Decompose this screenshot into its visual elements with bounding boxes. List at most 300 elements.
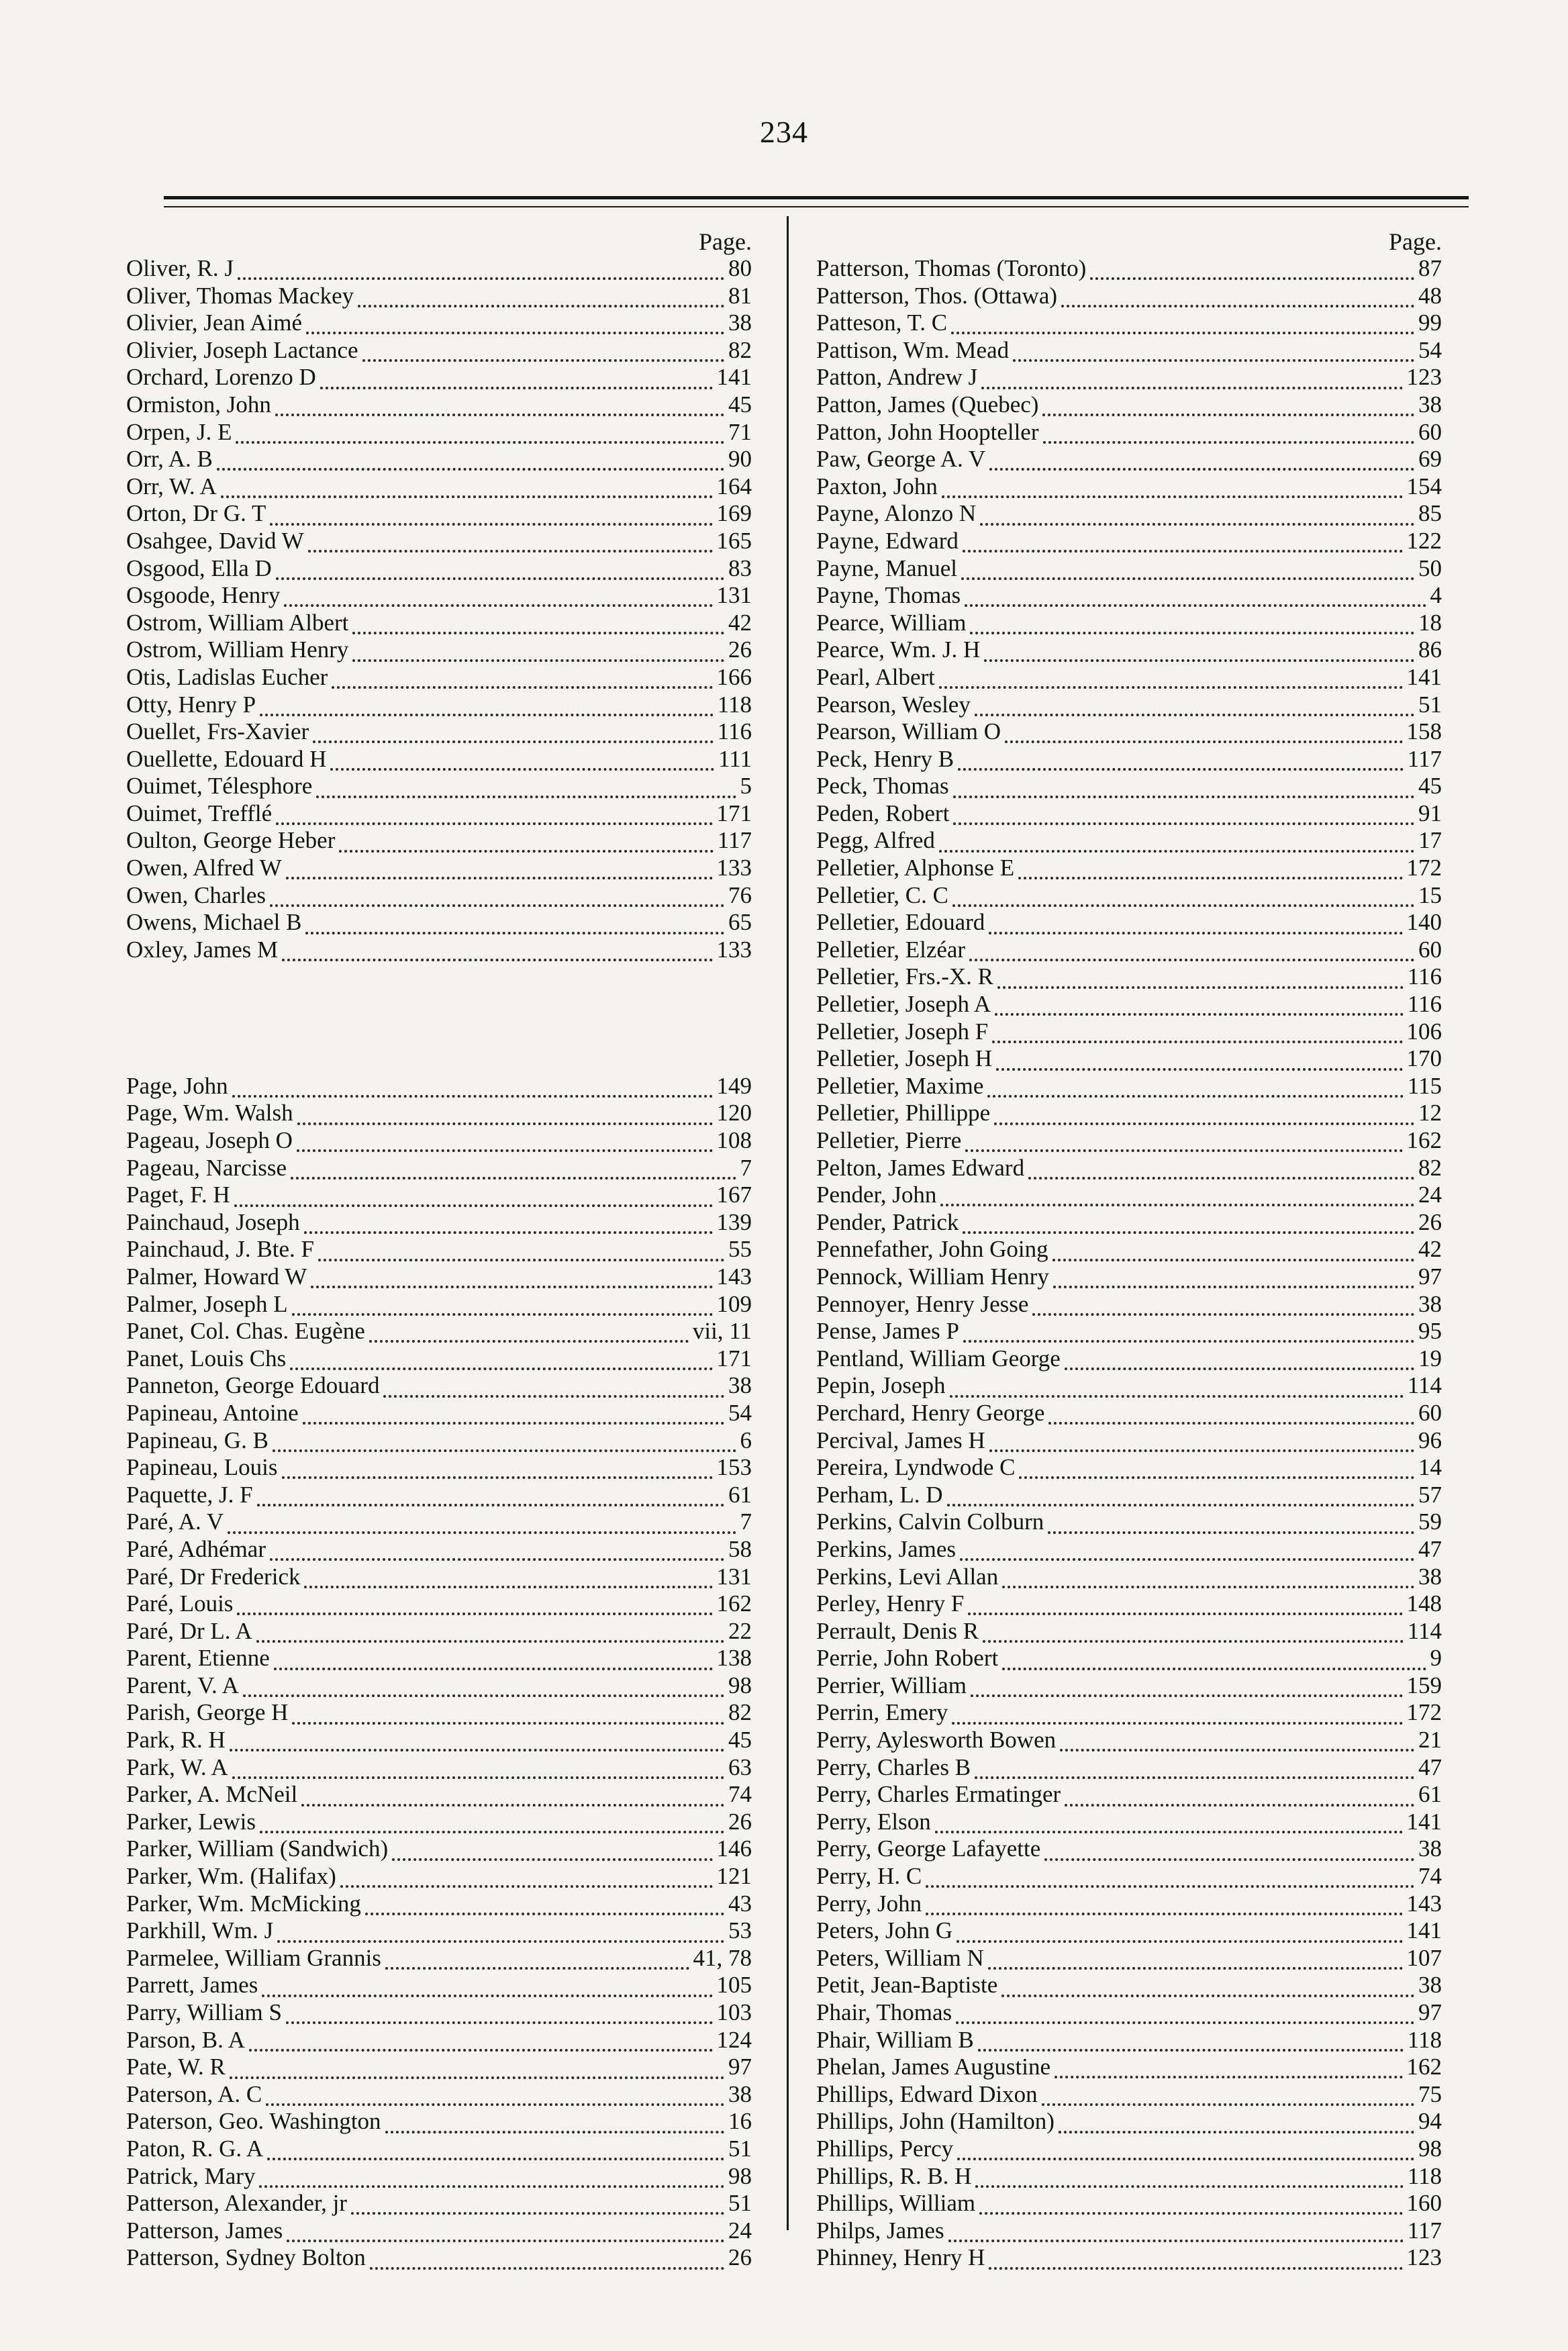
entry-name: Phelan, James Augustine <box>816 2054 1050 2080</box>
index-entry <box>121 1754 765 1782</box>
entry-name: Parent, V. A <box>126 1672 239 1698</box>
dot-leader <box>996 1059 1402 1071</box>
index-entry <box>811 1672 1455 1700</box>
dot-leader <box>332 677 712 689</box>
entry-name: Pelletier, Alphonse E <box>816 855 1015 881</box>
entry-page: 65 <box>728 909 752 936</box>
dot-leader <box>287 2230 724 2242</box>
dot-leader <box>1002 1576 1414 1588</box>
entry-page: 38 <box>728 1372 752 1399</box>
entry-name: Paré, Dr L. A <box>126 1617 252 1644</box>
dot-leader <box>1018 867 1402 879</box>
entry-name: Parker, A. McNeil <box>126 1781 298 1808</box>
entry-name: Perry, H. C <box>816 1863 922 1890</box>
entry-name: Ouellette, Edouard H <box>126 745 327 772</box>
dot-leader <box>270 1549 724 1561</box>
dot-leader <box>1032 1304 1414 1316</box>
index-entry <box>811 1536 1455 1564</box>
entry-page: 131 <box>716 1563 752 1590</box>
entry-page: 153 <box>716 1454 752 1481</box>
entry-page: 138 <box>716 1645 752 1672</box>
entry-name: Pelletier, Joseph A <box>816 991 991 1018</box>
entry-page: 148 <box>1406 1590 1442 1617</box>
entry-name: Pennefather, John Going <box>816 1236 1048 1263</box>
entry-page: 18 <box>1418 609 1442 636</box>
dot-leader <box>316 786 736 798</box>
entry-name: Peden, Robert <box>816 800 950 826</box>
entry-name: Parker, Lewis <box>126 1808 256 1835</box>
entry-name: Page, John <box>126 1072 228 1099</box>
index-entry <box>121 1127 765 1155</box>
entry-page: 22 <box>728 1617 752 1644</box>
entry-name: Patrick, Mary <box>126 2162 256 2189</box>
index-entry <box>121 937 765 964</box>
index-entry <box>121 1999 765 2027</box>
group-spacer <box>121 963 765 1072</box>
dot-leader <box>228 1522 736 1534</box>
index-entry <box>811 2163 1455 2191</box>
index-entry <box>121 2217 765 2245</box>
dot-leader <box>980 514 1414 526</box>
entry-name: Phillips, R. B. H <box>816 2162 972 2189</box>
dot-leader <box>311 1276 712 1288</box>
entry-page: 99 <box>1418 309 1442 336</box>
index-entry <box>811 255 1455 283</box>
index-entry <box>121 1590 765 1618</box>
entry-name: Perry, Elson <box>816 1808 931 1835</box>
entry-page: 123 <box>1406 364 1442 391</box>
dot-leader <box>940 1194 1414 1206</box>
dot-leader <box>1043 432 1415 444</box>
entry-name: Osahgee, David W <box>126 527 304 554</box>
entry-page: 74 <box>1418 1863 1442 1890</box>
entry-page: 45 <box>1418 773 1442 800</box>
dot-leader <box>284 595 712 607</box>
entry-page: 80 <box>728 255 752 281</box>
dot-leader <box>1053 1276 1414 1288</box>
index-entry <box>811 1945 1455 1972</box>
dot-leader <box>297 1113 713 1125</box>
index-entry <box>121 1372 765 1400</box>
dot-leader <box>339 841 713 853</box>
entry-page: 154 <box>1406 473 1442 499</box>
dot-leader <box>975 704 1414 716</box>
dot-leader <box>994 1113 1414 1125</box>
entry-page: 117 <box>717 827 752 854</box>
index-entry <box>811 1454 1455 1482</box>
entry-page: 95 <box>1418 1318 1442 1345</box>
entry-page: 121 <box>716 1863 752 1890</box>
dot-leader <box>1061 295 1414 307</box>
dot-leader <box>950 1386 1404 1398</box>
entry-page: 116 <box>1407 963 1442 990</box>
entry-page: 118 <box>1407 2026 1442 2053</box>
index-entry <box>811 337 1455 365</box>
entry-name: Pearce, William <box>816 609 967 636</box>
entry-name: Phinney, Henry H <box>816 2244 985 2271</box>
index-entry <box>811 2081 1455 2109</box>
entry-page: 116 <box>1407 991 1442 1018</box>
entry-page: 24 <box>728 2217 752 2244</box>
index-entry <box>121 1945 765 1972</box>
dot-leader <box>956 2012 1414 2024</box>
entry-name: Parker, Wm. McMicking <box>126 1890 361 1917</box>
entry-page: 38 <box>1418 1563 1442 1590</box>
index-entry <box>121 909 765 937</box>
left-column <box>121 228 765 2272</box>
index-entry <box>811 800 1455 828</box>
entry-name: Pageau, Joseph O <box>126 1127 293 1154</box>
entry-name: Orpen, J. E <box>126 418 232 445</box>
entry-name: Paré, Dr Frederick <box>126 1563 301 1590</box>
entry-name: Papineau, Louis <box>126 1454 278 1481</box>
entry-page: 169 <box>716 500 752 527</box>
dot-leader <box>978 2040 1404 2052</box>
dot-leader <box>989 2258 1402 2270</box>
dot-leader <box>238 268 724 280</box>
dot-leader <box>232 1767 724 1779</box>
dot-leader <box>290 1358 712 1370</box>
entry-name: Parker, Wm. (Halifax) <box>126 1863 336 1890</box>
dot-leader <box>370 2258 724 2270</box>
index-entry <box>121 664 765 691</box>
index-entry <box>811 283 1455 310</box>
dot-leader <box>266 2094 724 2106</box>
dot-leader <box>392 1849 712 1861</box>
entry-page: 117 <box>1407 745 1442 772</box>
entry-page: 98 <box>728 1672 752 1698</box>
dot-leader <box>987 1086 1403 1098</box>
index-entry <box>811 1835 1455 1863</box>
entry-page: 75 <box>1418 2080 1442 2107</box>
index-entry <box>811 1999 1455 2027</box>
entry-name: Perry, Charles Ermatinger <box>816 1781 1061 1808</box>
entry-name: Perkins, Levi Allan <box>816 1563 999 1590</box>
entry-page: 107 <box>1406 1944 1442 1971</box>
entry-page: 162 <box>716 1590 752 1617</box>
entry-name: Oxley, James M <box>126 936 279 963</box>
dot-leader <box>989 922 1402 934</box>
index-entry <box>121 800 765 828</box>
entry-page: 15 <box>1418 881 1442 908</box>
index-entry <box>811 1155 1455 1182</box>
entry-name: Payne, Thomas <box>816 582 961 609</box>
entry-name: Owens, Michael B <box>126 909 302 936</box>
entry-name: Ouellet, Frs-Xavier <box>126 718 309 745</box>
index-entry <box>811 1754 1455 1782</box>
index-entry <box>121 1809 765 1836</box>
dot-leader <box>995 1004 1404 1016</box>
entry-name: Payne, Edward <box>816 527 959 554</box>
index-entry <box>121 1863 765 1890</box>
index-entry <box>811 691 1455 719</box>
index-entry <box>121 718 765 746</box>
index-entry <box>121 1645 765 1672</box>
index-entry <box>121 1699 765 1727</box>
entry-name: Perrier, William <box>816 1672 967 1698</box>
entry-name: Perrin, Emery <box>816 1699 948 1726</box>
entry-page: 118 <box>1407 2162 1442 2189</box>
entry-page: 171 <box>716 800 752 826</box>
dot-leader <box>997 977 1404 989</box>
index-entry <box>121 582 765 610</box>
dot-leader <box>276 568 724 580</box>
dot-leader <box>953 813 1414 825</box>
dot-leader <box>275 404 724 416</box>
entry-page: 82 <box>728 1699 752 1726</box>
entry-page: 82 <box>728 336 752 363</box>
entry-page: 118 <box>717 691 752 718</box>
entry-page: 45 <box>728 391 752 418</box>
entry-name: Pender, Patrick <box>816 1208 959 1235</box>
dot-leader <box>352 622 724 634</box>
dot-leader <box>939 677 1403 689</box>
dot-leader <box>257 1494 724 1506</box>
index-entry <box>811 1699 1455 1727</box>
dot-leader <box>305 922 724 934</box>
index-entry <box>811 1127 1455 1155</box>
dot-leader <box>975 1767 1414 1779</box>
entry-page: 19 <box>1418 1345 1442 1372</box>
dot-leader <box>1090 268 1414 280</box>
entry-name: Perrie, John Robert <box>816 1645 999 1672</box>
entry-page: 24 <box>1418 1182 1442 1208</box>
entry-name: Paterson, A. C <box>126 2080 262 2107</box>
index-entry <box>811 937 1455 964</box>
entry-page: 105 <box>716 1972 752 1999</box>
dot-leader <box>957 1931 1402 1943</box>
index-entry <box>121 555 765 583</box>
entry-page: 162 <box>1406 1127 1442 1153</box>
entry-name: Perry, Aylesworth Bowen <box>816 1727 1057 1754</box>
entry-page: 141 <box>716 364 752 391</box>
entry-name: Phillips, Percy <box>816 2135 954 2162</box>
entry-name: Page, Wm. Walsh <box>126 1100 293 1126</box>
entry-page: 109 <box>716 1290 752 1317</box>
index-entry <box>811 1618 1455 1645</box>
entry-page: 38 <box>728 2080 752 2107</box>
entry-page: 38 <box>1418 1835 1442 1862</box>
dot-leader <box>320 377 713 389</box>
index-entry <box>811 1236 1455 1263</box>
dot-leader <box>221 486 713 498</box>
entry-name: Parry, William S <box>126 1999 282 2026</box>
entry-name: Paget, F. H <box>126 1182 230 1208</box>
entry-page: 51 <box>728 2190 752 2217</box>
entry-name: Phillips, John (Hamilton) <box>816 2108 1055 2135</box>
entry-name: Philps, James <box>816 2217 944 2244</box>
entry-page: 140 <box>1406 909 1442 936</box>
index-entry <box>811 1345 1455 1373</box>
page-number: 234 <box>760 115 808 149</box>
index-entry <box>811 827 1455 855</box>
entry-name: Pearce, Wm. J. H <box>816 636 981 663</box>
entry-page: 60 <box>1418 1399 1442 1426</box>
entry-page: 14 <box>1418 1454 1442 1481</box>
entry-page: 51 <box>728 2135 752 2162</box>
index-entry <box>811 1917 1455 1945</box>
column-divider <box>787 216 789 2230</box>
index-entry <box>811 1182 1455 1209</box>
entry-page: 97 <box>1418 1999 1442 2025</box>
entry-name: Pearson, William O <box>816 718 1001 745</box>
index-entry <box>811 1590 1455 1618</box>
dot-leader <box>237 1603 712 1615</box>
index-entry <box>811 1890 1455 1918</box>
entry-name: Phillips, Edward Dixon <box>816 2080 1038 2107</box>
entry-page: 111 <box>718 745 752 772</box>
dot-leader <box>369 1331 689 1343</box>
entry-name: Osgood, Ella D <box>126 555 272 581</box>
entry-name: Pelletier, Pierre <box>816 1127 962 1153</box>
dot-leader <box>274 1658 713 1670</box>
index-entry <box>121 446 765 473</box>
dot-leader <box>983 1631 1404 1643</box>
entry-page: 5 <box>740 773 752 800</box>
dot-leader <box>935 1821 1403 1833</box>
entry-page: 139 <box>716 1208 752 1235</box>
dot-leader <box>926 1876 1414 1888</box>
index-entry <box>811 1372 1455 1400</box>
index-entry <box>811 2244 1455 2272</box>
index-entry <box>811 1263 1455 1291</box>
dot-leader <box>1055 2066 1403 2078</box>
entry-name: Pelletier, Frs.-X. R <box>816 963 993 990</box>
dot-leader <box>992 1031 1402 1043</box>
entry-name: Phair, William B <box>816 2026 974 2053</box>
entry-page: 83 <box>728 555 752 581</box>
index-entry <box>121 337 765 365</box>
left-column-header: Page. <box>699 228 752 255</box>
entry-name: Pelletier, Phillippe <box>816 1100 991 1126</box>
entry-page: 98 <box>1418 2135 1442 2162</box>
index-entry <box>121 1536 765 1564</box>
dot-leader <box>963 1331 1414 1343</box>
dot-leader <box>1013 350 1414 362</box>
entry-name: Otis, Ladislas Eucher <box>126 663 328 690</box>
entry-name: Painchaud, J. Bte. F <box>126 1236 314 1263</box>
dot-leader <box>306 322 724 334</box>
index-entry <box>811 636 1455 664</box>
header-rule-thin <box>164 206 1469 207</box>
dot-leader <box>249 2040 713 2052</box>
entry-name: Pate, W. R <box>126 2054 226 2080</box>
dot-leader <box>383 1386 724 1398</box>
entry-page: 42 <box>728 609 752 636</box>
entry-page: 160 <box>1406 2190 1442 2217</box>
entry-name: Patton, James (Quebec) <box>816 391 1039 418</box>
index-entry <box>121 391 765 419</box>
entry-name: Papineau, Antoine <box>126 1399 299 1426</box>
entry-name: Parrett, James <box>126 1972 258 1999</box>
index-entry <box>121 1318 765 1345</box>
entry-name: Patton, Andrew J <box>816 364 978 391</box>
dot-leader <box>1001 1985 1414 1997</box>
index-entry <box>811 2027 1455 2054</box>
entry-name: Payne, Alonzo N <box>816 500 977 527</box>
entry-page: 12 <box>1418 1100 1442 1126</box>
entry-name: Phair, Thomas <box>816 1999 952 2025</box>
index-entry <box>121 827 765 855</box>
entry-page: 94 <box>1418 2108 1442 2135</box>
dot-leader <box>282 949 712 961</box>
dot-leader <box>952 895 1414 907</box>
entry-name: Ormiston, John <box>126 391 271 418</box>
entry-page: 50 <box>1418 555 1442 581</box>
entry-page: 114 <box>1407 1617 1442 1644</box>
dot-leader <box>260 1821 724 1833</box>
dot-leader <box>292 1304 713 1316</box>
dot-leader <box>385 2121 724 2133</box>
entry-page: 149 <box>716 1072 752 1099</box>
dot-leader <box>981 377 1402 389</box>
index-entry <box>811 882 1455 910</box>
entry-page: 60 <box>1418 418 1442 445</box>
index-entry <box>121 1400 765 1427</box>
index-entry <box>811 1972 1455 1999</box>
entry-name: Ostrom, William Albert <box>126 609 349 636</box>
left-group-o-entries <box>121 255 765 963</box>
index-entry <box>121 1972 765 1999</box>
dot-leader <box>970 622 1414 634</box>
entry-name: Parkhill, Wm. J <box>126 1917 274 1944</box>
entry-page: 133 <box>716 936 752 963</box>
entry-page: 98 <box>728 2162 752 2189</box>
entry-name: Pelletier, Edouard <box>816 909 985 936</box>
dot-leader <box>362 350 724 362</box>
entry-page: 143 <box>716 1263 752 1290</box>
entry-page: 54 <box>1418 336 1442 363</box>
entry-page: 146 <box>716 1835 752 1862</box>
entry-name: Pearl, Albert <box>816 663 935 690</box>
index-entry <box>811 309 1455 337</box>
entry-name: Perry, John <box>816 1890 922 1917</box>
dot-leader <box>304 1222 713 1234</box>
entry-page: 117 <box>1407 2217 1442 2244</box>
right-column <box>811 228 1455 2272</box>
entry-page: 38 <box>728 309 752 336</box>
dot-leader <box>243 1685 724 1697</box>
entry-page: 115 <box>1407 1072 1442 1099</box>
index-entry <box>121 636 765 664</box>
dot-leader <box>1052 1249 1414 1261</box>
entry-name: Ostrom, William Henry <box>126 636 349 663</box>
entry-page: 4 <box>1430 582 1442 609</box>
entry-page: 61 <box>728 1481 752 1508</box>
index-entry <box>811 746 1455 773</box>
entry-page: 172 <box>1406 1699 1442 1726</box>
index-entry <box>121 1917 765 1945</box>
dot-leader <box>979 2203 1402 2215</box>
index-entry <box>121 309 765 337</box>
entry-name: Perrault, Denis R <box>816 1617 979 1644</box>
entry-page: 114 <box>1407 1372 1442 1399</box>
dot-leader <box>286 867 713 879</box>
entry-name: Orton, Dr G. T <box>126 500 266 527</box>
index-entry <box>811 1863 1455 1890</box>
index-entry <box>811 446 1455 473</box>
dot-leader <box>313 731 714 743</box>
entry-page: 71 <box>728 418 752 445</box>
right-column-header: Page. <box>1389 228 1442 255</box>
index-entry <box>811 1727 1455 1754</box>
entry-page: 26 <box>1418 1208 1442 1235</box>
entry-name: Paterson, Geo. Washington <box>126 2108 381 2135</box>
dot-leader <box>277 1931 724 1943</box>
index-entry <box>811 391 1455 419</box>
index-entry <box>121 1454 765 1482</box>
index-entry <box>121 1564 765 1591</box>
